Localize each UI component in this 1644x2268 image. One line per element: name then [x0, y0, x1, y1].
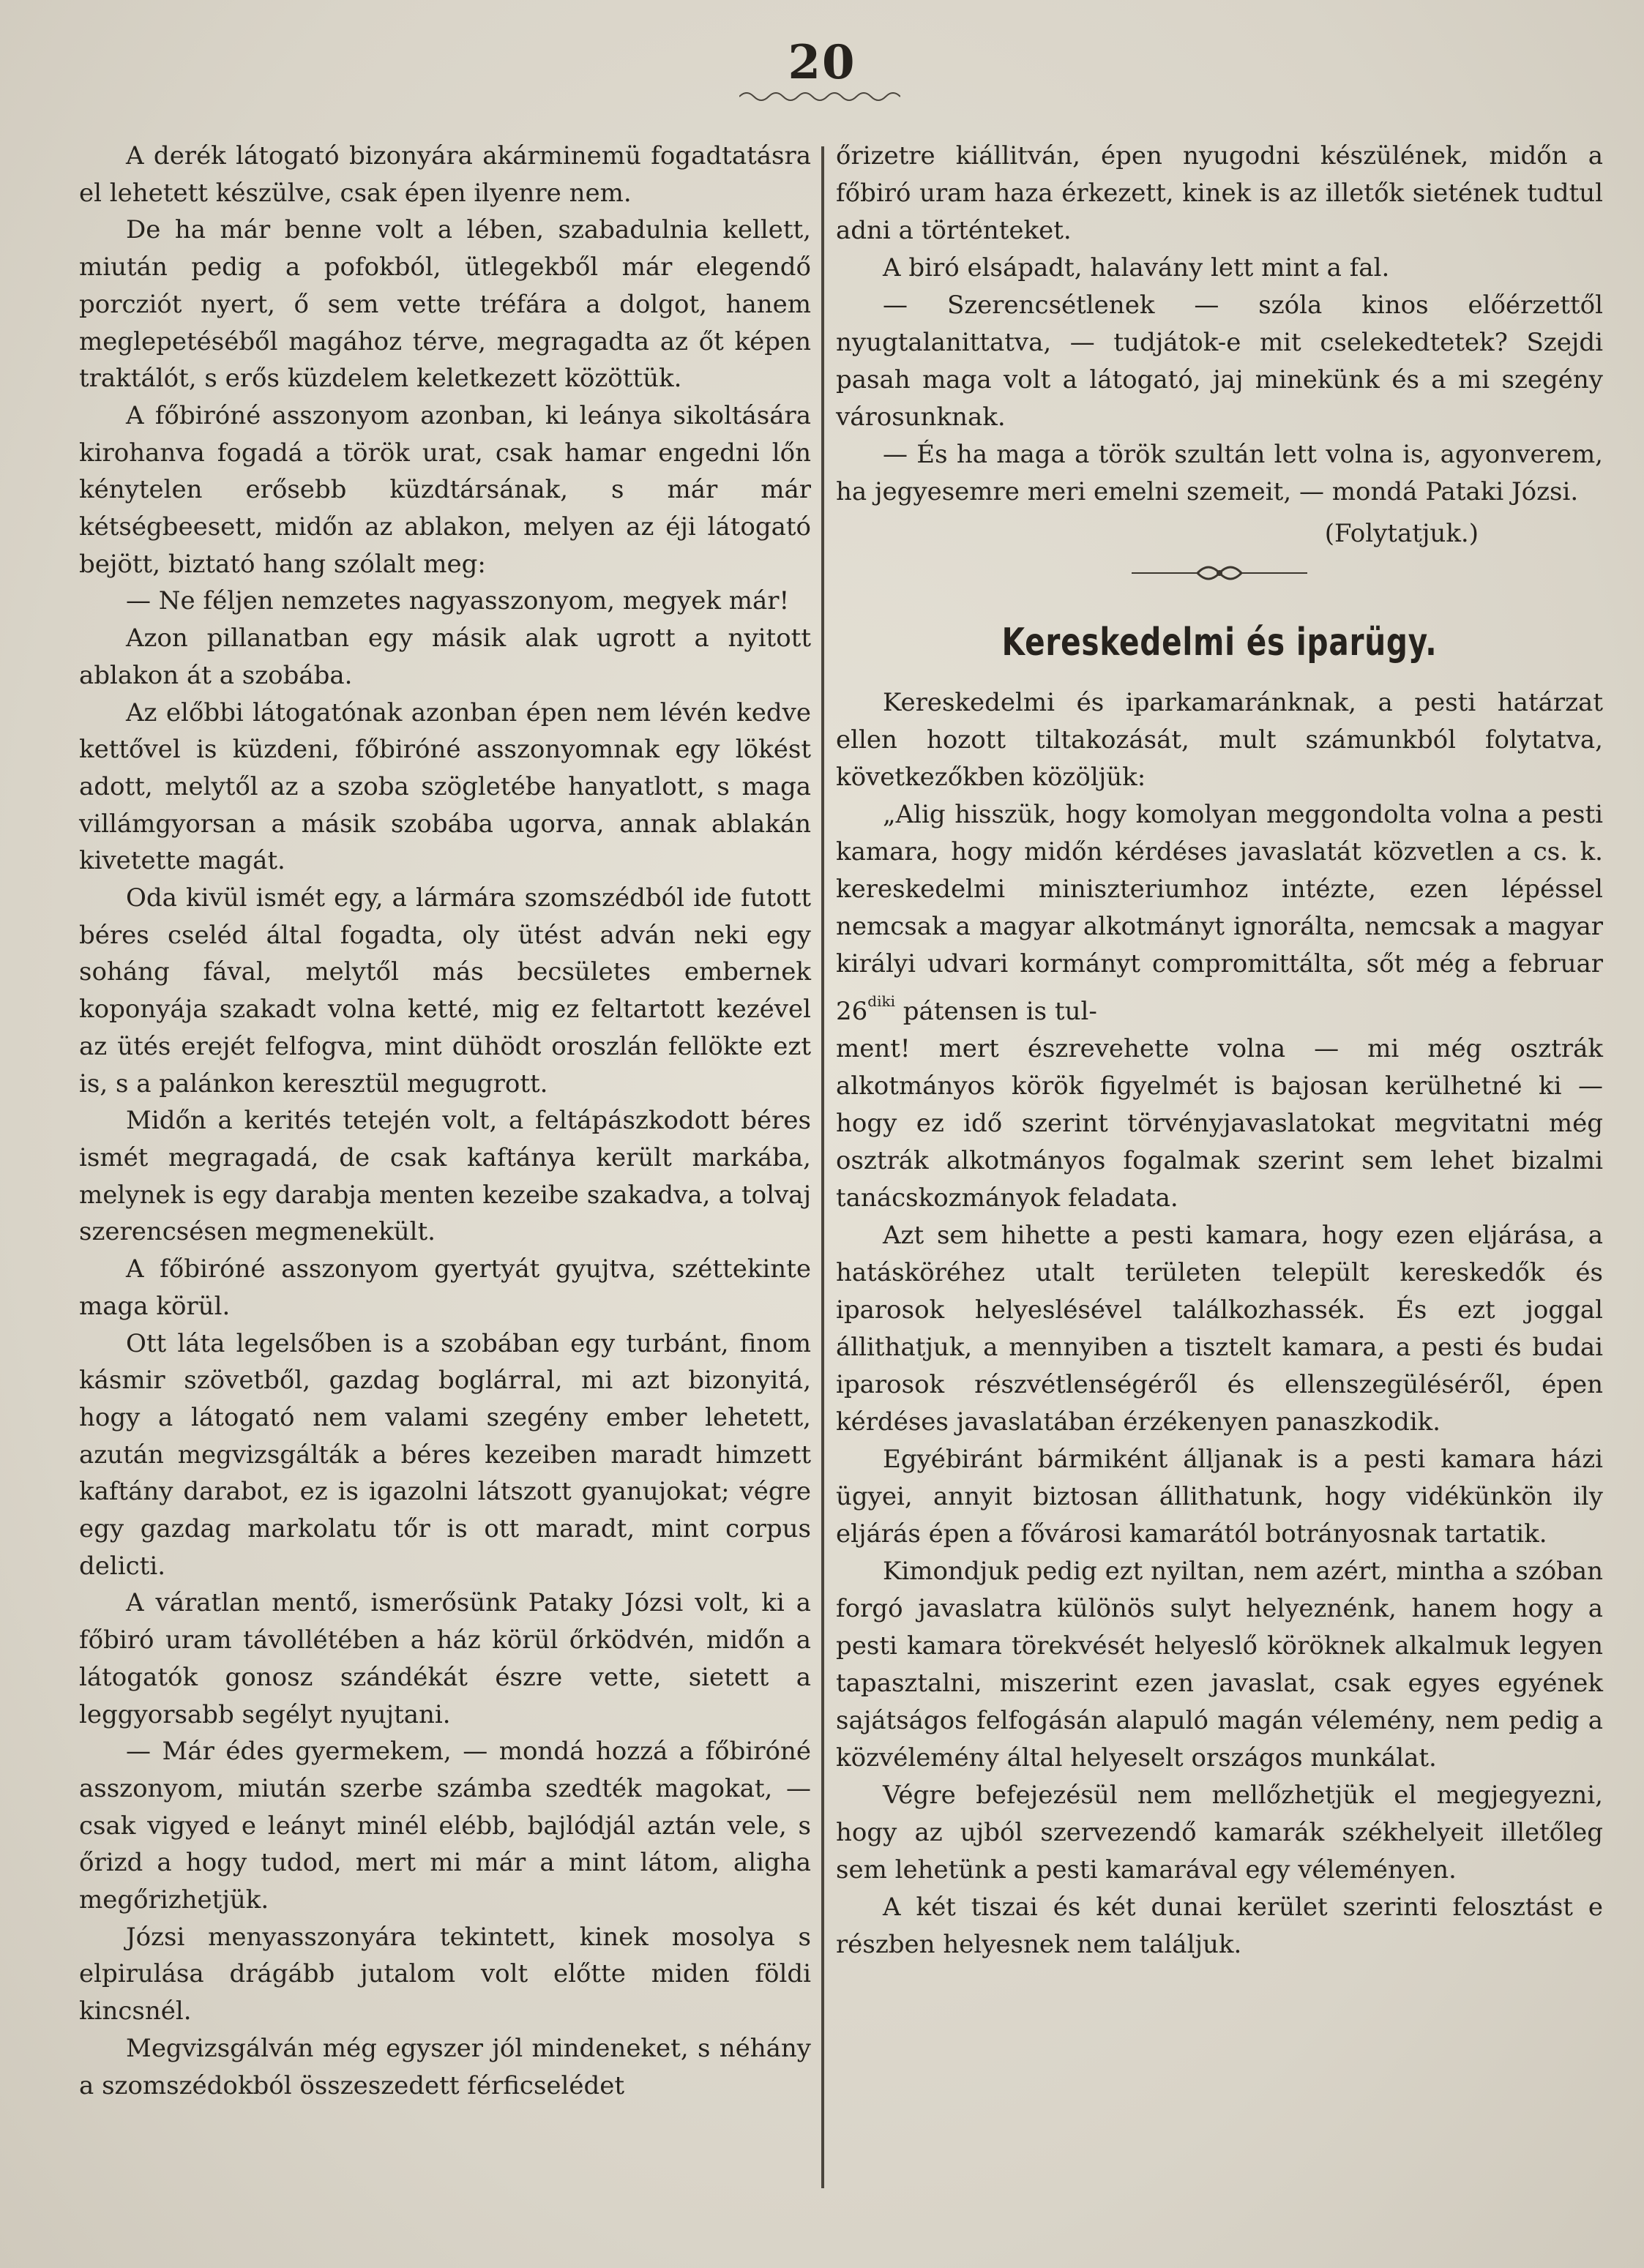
- paragraph: Végre befejezésül nem mellőzhetjük el megjegyezni, hogy az ujból szervezendő kamarák székhelyeit illetőleg sem lehetünk a pesti kamarával egy véleményen.: [836, 1781, 1603, 1885]
- page-number-ornament: [739, 89, 900, 104]
- paragraph: Oda kivül ismét egy, a lármára szomszédból ide futott béres cseléd által fogadta, oly ütést adván neki egy soháng fával, melytől más becsületes embernek koponyája szakadt volna ketté, mig ez feltartott kezével az ütés erejét felfogva, mint dühödt oroszlán fellökte ezt is, s a palánkon keresztül megugrott.: [79, 883, 811, 1099]
- paragraph: Midőn a kerités tetején volt, a feltápászkodott béres ismét megragadá, de csak kaftánya került markába, melynek is egy darabja menten kezeibe szakadva, a tolvaj szerencsésen megmenekült.: [79, 1106, 811, 1247]
- paragraph: Józsi menyasszonyára tekintett, kinek mosolya s elpirulása drágább jutalom volt előtte miden földi kincsnél.: [79, 1922, 811, 2026]
- paragraph: Megvizsgálván még egyszer jól mindeneket, s néhány a szomszédokból összeszedett férficselédet: [79, 2033, 811, 2100]
- paragraph: Az előbbi látogatónak azonban épen nem lévén kedve kettővel is küzdeni, főbiróné asszonyomnak egy lökést adott, melytől az a szoba szögletébe hanyatlott, s maga villámgyorsan a másik szobába ugorva, annak ablakán kivetette magát.: [79, 697, 811, 876]
- paragraph: — És ha maga a török szultán lett volna is, agyonverem, ha jegyesemre meri emelni szemeit, — mondá Pataki Józsi.: [836, 440, 1603, 506]
- right-column: [836, 138, 1603, 1964]
- paragraph: A derék látogató bizonyára akárminemü fogadtatásra el lehetett készülve, csak épen ilyenre nem.: [79, 141, 811, 208]
- paragraph: — Már édes gyermekem, — mondá hozzá a főbiróné asszonyom, miután szerbe számba szedték magokat, — csak vigyed e leányt minél elébb, bajlódjál aztán vele, s őrizd a hogy tudod, mert mi már a mint látom, aligha megőrizhetjük.: [79, 1737, 811, 1915]
- paragraph: Azt sem hihette a pesti kamara, hogy ezen eljárása, a hatásköréhez utalt területen települt kereskedők és iparosok helyeslésével találkozhassék. És ezt joggal állithatjuk, a mennyiben a tisztelt kamara, a pesti és budai iparosok részvétlenségéről és ellenszegüléséről, épen kérdéses javaslatában érzékenyen panaszkodik.: [836, 1221, 1603, 1437]
- paragraph: Egyébiránt bármiként álljanak is a pesti kamara házi ügyei, annyit biztosan állithatunk, hogy vidékünkön ily eljárás épen a fővárosi kamarától botrányosnak tartatik.: [836, 1445, 1603, 1549]
- paragraph: Kimondjuk pedig ezt nyiltan, nem azért, mintha a szóban forgó javaslatra különös sulyt helyeznénk, hanem hogy a pesti kamara törekvését helyeslő köröknek alkalmuk legyen tapasztalni, miszerint ezen javaslat, csak egyes egyének sajátságos felfogásán alapuló magán vélemény, nem pedig a közvélemény által helyeselt országos munkálat.: [836, 1557, 1603, 1773]
- superscript: diki: [867, 992, 895, 1010]
- left-column: [79, 138, 811, 2104]
- paragraph: Ott láta legelsőben is a szobában egy turbánt, finom kásmir szövetből, gazdag boglárral, mi azt bizonyitá, hogy a látogató nem valami szegény ember lehetett, azután megvizsgálták a béres kezeiben maradt himzett kaftány darabot, ez is igazolni látszott gyanujokat; végre egy gazdag markolatu tőr is ott maradt, mint corpus delicti.: [79, 1328, 811, 1581]
- paragraph: A váratlan mentő, ismerősünk Pataky Józsi volt, ki a főbiró uram távollétében a ház körül őrködvén, midőn a látogatók gonosz szándékát észre vette, sietett a leggyorsabb segélyt nyujtani.: [79, 1588, 811, 1729]
- page-number: 20: [788, 35, 856, 90]
- column-divider: [821, 146, 824, 2188]
- divider-ornament: [1124, 558, 1315, 588]
- paragraph: [836, 796, 1603, 1030]
- paragraph: A főbiróné asszonyom azonban, ki leánya sikoltására kirohanva fogadá a török urat, csak hamar engedni lőn kénytelen erősebb küzdtársának, s már már kétségbeesett, midőn az ablakon, melyen az éji látogató bejött, biztató hang szólalt meg:: [79, 400, 811, 579]
- paragraph: — Ne féljen nemzetes nagyasszonyom, megyek már!: [126, 586, 790, 616]
- paragraph-text: „Alig hisszük, hogy komolyan meggondolta volna a pesti kamara, hogy midőn kérdéses javaslatát közvetlen a cs. k. kereskedelmi miniszteriumhoz intézte, ezen lépéssel nemcsak a magyar alkotmányt ignorálta, nemcsak a magyar királyi udvari kormányt compromittálta, sőt még a februar 26: [836, 800, 1603, 1026]
- paragraph: — Szerencsétlenek — szóla kinos előérzettől nyugtalanittatva, — tudjátok-e mit cselekedtetek? Szejdi pasah maga volt a látogató, jaj minekünk és a mi szegény városunknak.: [836, 291, 1603, 432]
- paragraph: A két tiszai és két dunai kerület szerinti felosztást e részben helyesnek nem találjuk.: [836, 1893, 1603, 1959]
- paragraph: A biró elsápadt, halavány lett mint a fal.: [883, 253, 1390, 282]
- paragraph: ment! mert észrevehette volna — mi még osztrák alkotmányos körök figyelmét is bajosan kerülhetné ki — hogy ez idő szerint törvényjavaslatokat megvitatni még osztrák alkotmányos fogalmak szerint sem lehet bizalmi tanácskozmányok feladata.: [836, 1034, 1603, 1213]
- paragraph: Kereskedelmi és iparkamaránknak, a pesti határzat ellen hozott tiltakozását, mult számunkból folytatva, következőkben közöljük:: [836, 688, 1603, 792]
- paragraph: De ha már benne volt a lében, szabadulnia kellett, miután pedig a pofokból, ütlegekből már elegendő porcziót nyert, ő sem vette tréfára a dolgot, hanem meglepetéséből magához térve, megragadta az őt képen traktálót, s erős küzdelem keletkezett közöttük.: [79, 215, 811, 394]
- paragraph: Azon pillanatban egy másik alak ugrott a nyitott ablakon át a szobába.: [79, 624, 811, 690]
- paragraph: A főbiróné asszonyom gyertyát gyujtva, széttekinte maga körül.: [79, 1254, 811, 1321]
- continued-label: (Folytatjuk.): [1324, 519, 1479, 548]
- paragraph: őrizetre kiállitván, épen nyugodni készülének, midőn a főbiró uram haza érkezett, kinek is az illetők sietének tudtul adni a történteket.: [836, 141, 1603, 245]
- paragraph-text-tail: pátensen is tul-: [894, 997, 1097, 1026]
- section-title: Kereskedelmi és iparügy.: [1001, 621, 1438, 665]
